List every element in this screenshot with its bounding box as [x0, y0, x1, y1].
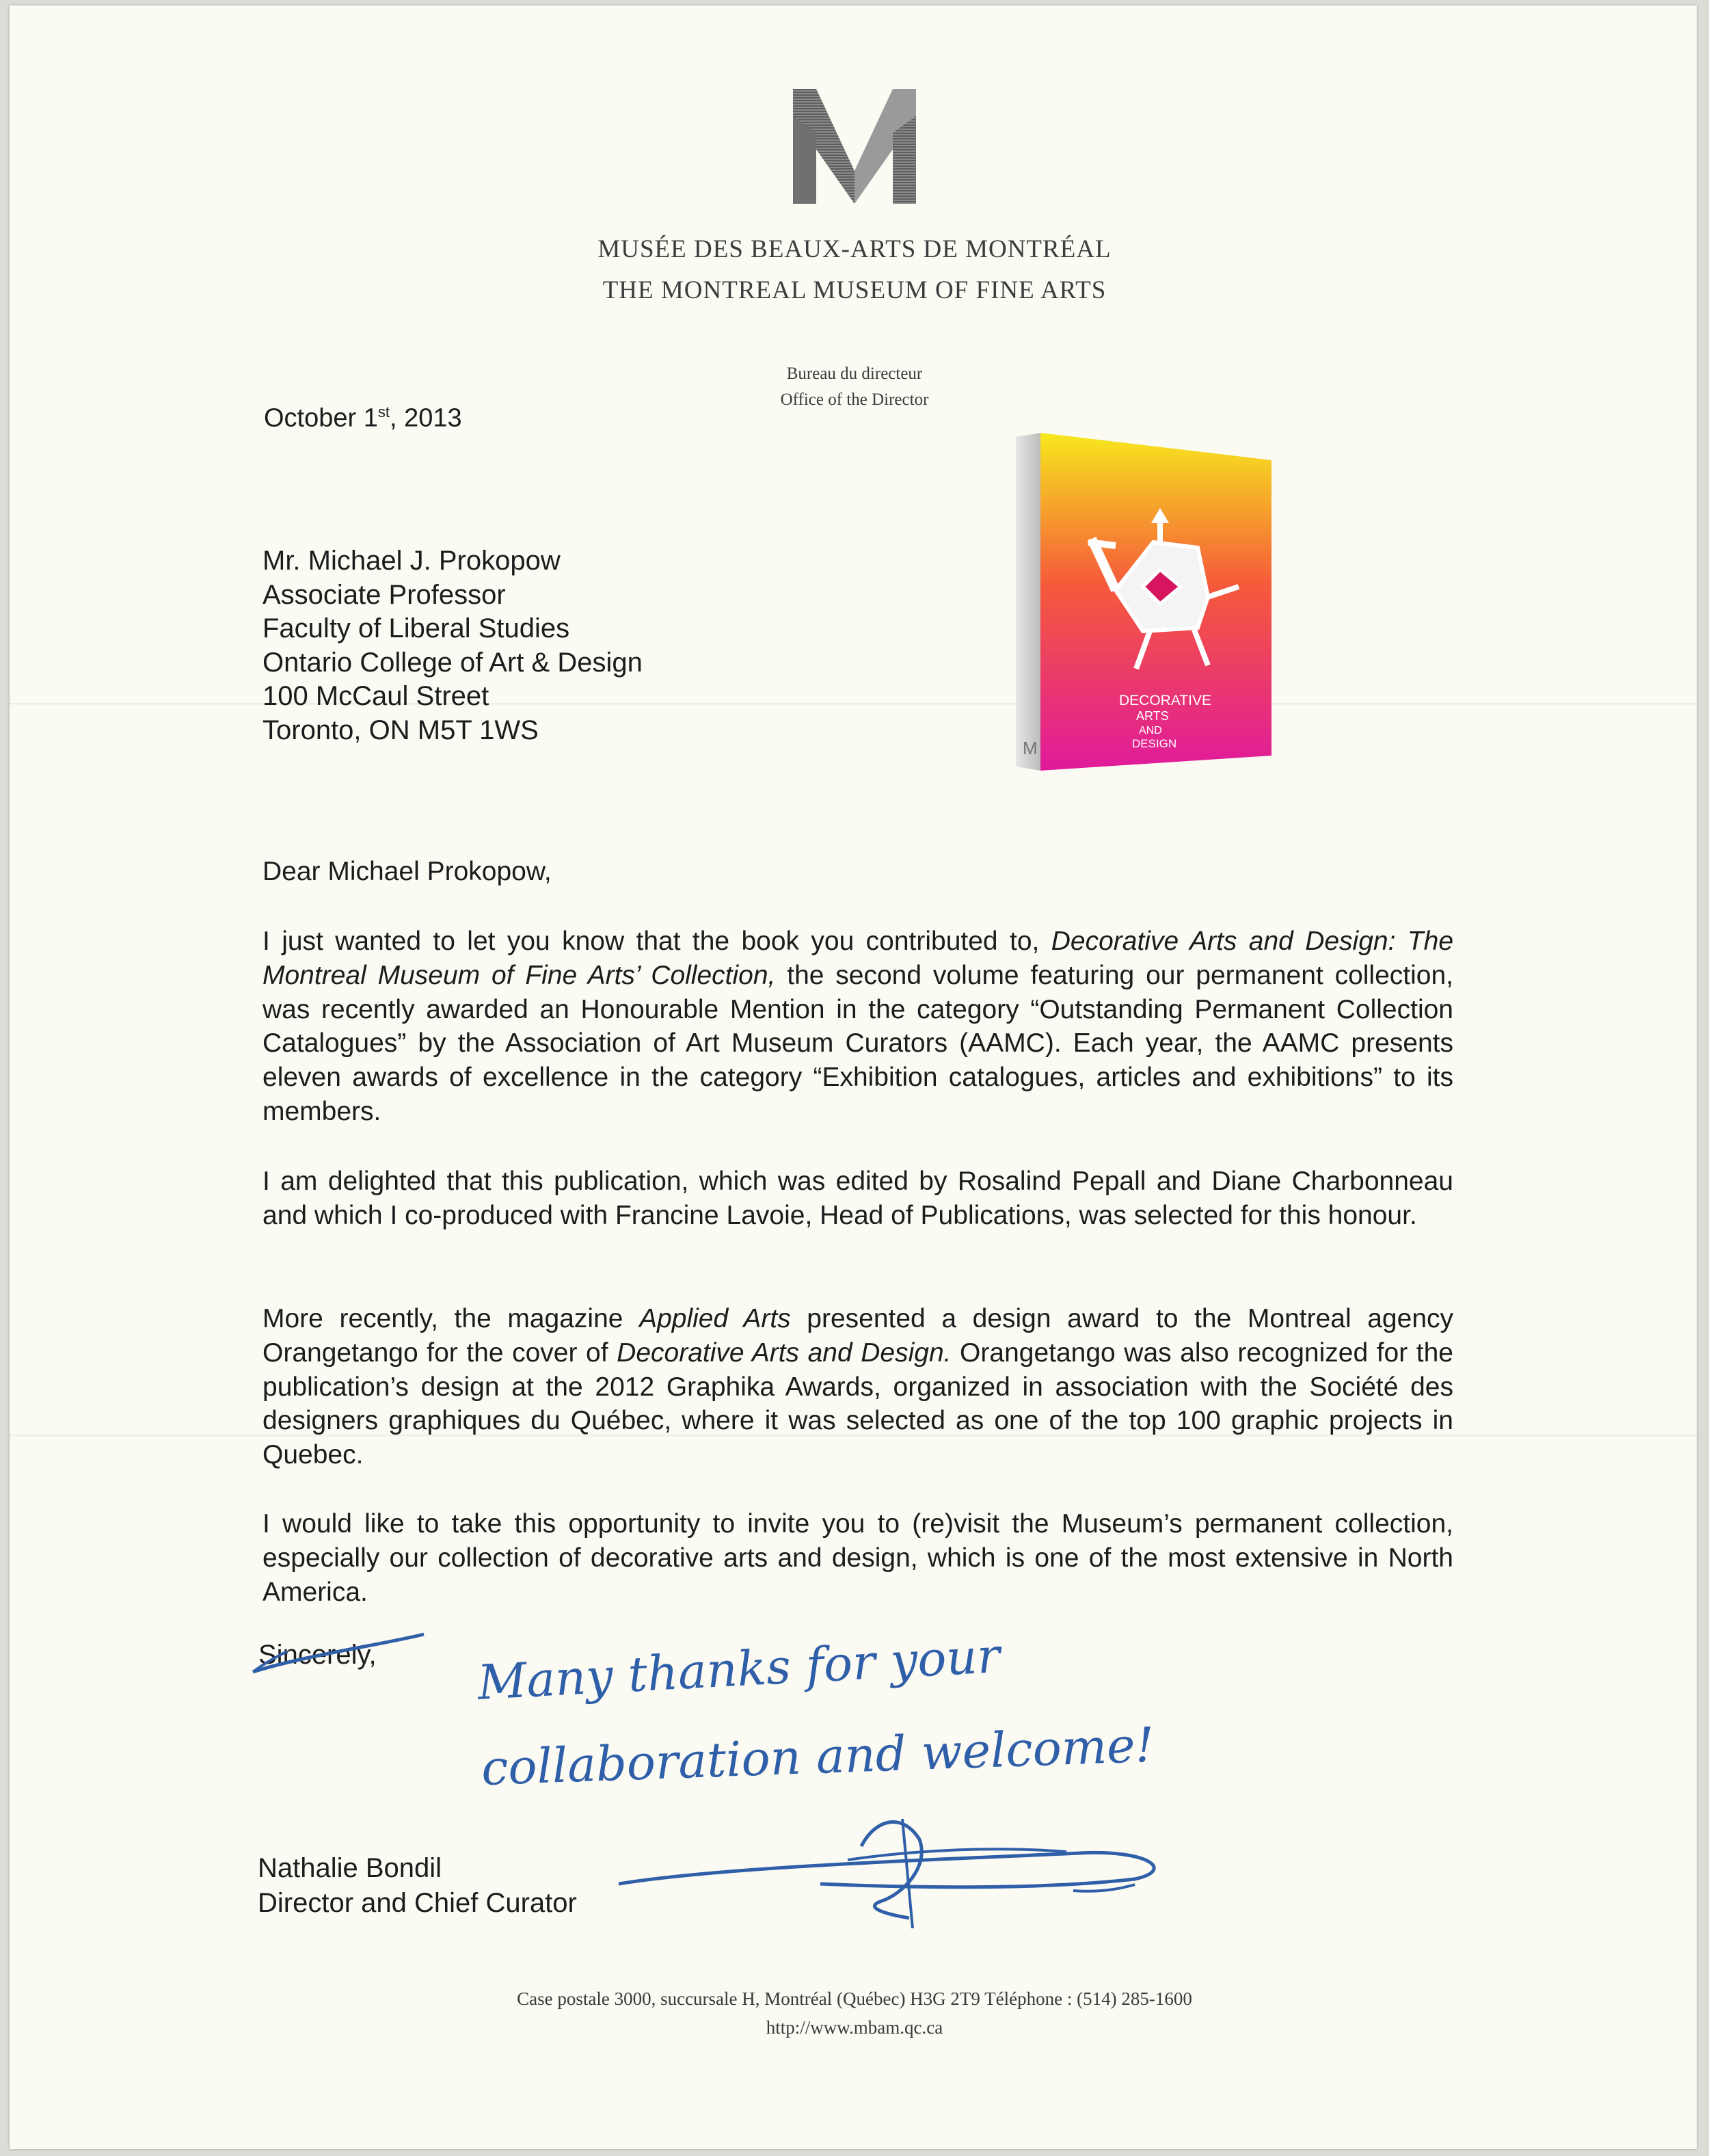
handwritten-line: Many thanks for your [476, 1627, 1001, 1711]
office-label-english: Office of the Director [780, 390, 929, 409]
book-title-line: DESIGN [1132, 737, 1177, 750]
address-line: 100 McCaul Street [263, 681, 489, 711]
book-title-line: ARTS [1136, 709, 1169, 723]
book-title-line: DECORATIVE [1119, 693, 1211, 708]
museum-name-english: THE MONTREAL MUSEUM OF FINE ARTS [602, 276, 1107, 304]
signature-block [258, 1851, 577, 1921]
book-title: Decorative Arts and Design: The Montreal Museum of Fine Arts’ Collection, [263, 927, 1454, 990]
address-line: Faculty of Liberal Studies [263, 613, 570, 643]
address-line: Mr. Michael J. Prokopow [263, 546, 561, 576]
spine-logo: M [1023, 738, 1038, 758]
letter-date [264, 403, 462, 434]
handwritten-line: collaboration and welcome! [480, 1716, 1155, 1796]
closing: Sincerely, [258, 1640, 377, 1670]
date-year: , 2013 [390, 403, 462, 433]
date-ordinal: st [377, 403, 390, 421]
book-cover-image [1013, 433, 1273, 771]
office-label-french: Bureau du directeur [786, 364, 923, 383]
paragraph-1: I just wanted to let you know that the book you contributed to, Decorative Arts and Design: The Montreal Museum of Fine Arts’ Collection, the second volume featuring our permanent collection, was recently awarded an Honourable Mention in the category “Outstanding Permanent Collection Catalogues” by the Association of Art Museum Curators (AAMC). Each year, the AAMC presents eleven awards of excellence in the category “Exhibition catalogues, articles and exhibitions” to its members. [263, 927, 1454, 1126]
address-line: Toronto, ON M5T 1WS [263, 715, 539, 745]
magazine-title: Applied Arts [639, 1304, 791, 1333]
signature-icon [619, 1819, 1154, 1928]
footer-address: Case postale 3000, succursale H, Montréal (Québec) H3G 2T9 Téléphone : (514) 285-1600 [517, 1988, 1192, 2009]
date-day: October 1 [264, 403, 378, 433]
paragraph-4: I would like to take this opportunity to invite you to (re)visit the Museum’s permanent collection, especially our collection of decorative arts and design, which is one of the most extensive in North America. [263, 1509, 1453, 1607]
book-title: Decorative Arts and Design. [617, 1337, 952, 1368]
book-title-line: AND [1139, 725, 1162, 736]
office-label [725, 361, 984, 413]
address-line: Ontario College of Art & Design [263, 647, 643, 678]
museum-logo [793, 89, 916, 205]
paragraph-3: More recently, the magazine Applied Arts presented a design award to the Montreal agency Orangetango for the cover of Decorative Arts and Design. Orangetango was also recognized for the publication’s design at the 2012 Graphika Awards, organized in association with the Société des designers graphiques du Québec, where it was selected as one of the top 100 graphic projects in Quebec. [263, 1304, 1454, 1470]
museum-name-french: MUSÉE DES BEAUX-ARTS DE MONTRÉAL [597, 235, 1112, 263]
salutation: Dear Michael Prokopow, [263, 857, 552, 886]
paragraph-2: I am delighted that this publication, which was edited by Rosalind Pepall and Diane Charbonneau and which I co-produced with Francine Lavoie, Head of Publications, was selected for this honour. [263, 1167, 1453, 1230]
signer-title: Director and Chief Curator [258, 1888, 577, 1918]
signer-name: Nathalie Bondil [258, 1853, 442, 1883]
address-line: Associate Professor [263, 579, 506, 610]
recipient-address [263, 544, 643, 747]
footer-url: http://www.mbam.qc.ca [766, 2017, 943, 2038]
